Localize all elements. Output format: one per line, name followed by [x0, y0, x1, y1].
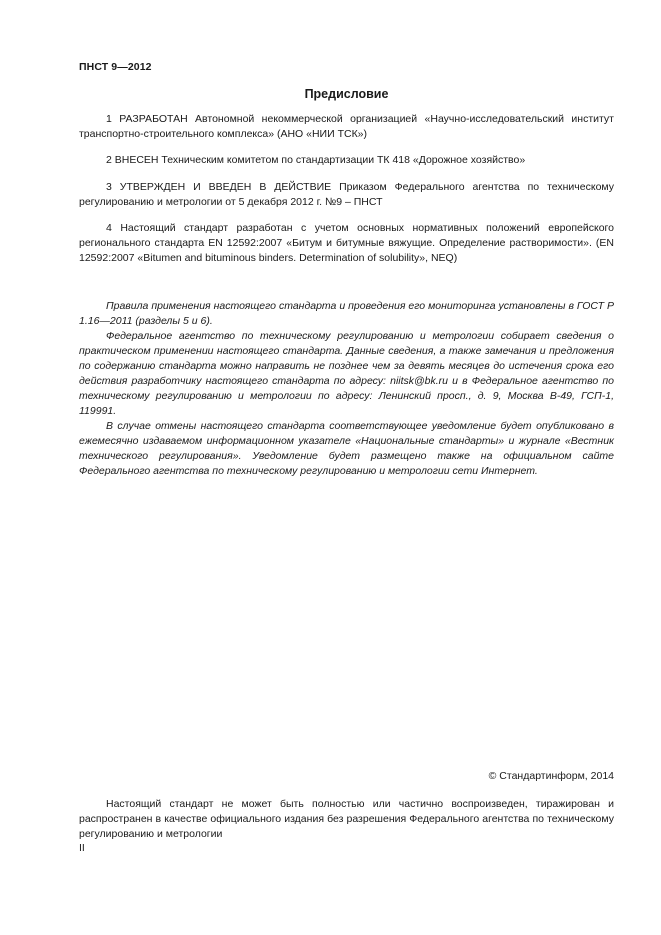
page-header-doc-code: ПНСТ 9—2012: [79, 61, 152, 73]
reproduction-notice: Настоящий стандарт не может быть полностью или частично воспроизведен, тиражирован и распространен в качестве официального издания без разрешения Федерального агентства по техническому регулированию и метрологии: [79, 798, 614, 840]
preface-item-4: 4 Настоящий стандарт разработан с учетом основных нормативных положений европейского регионального стандарта EN 12592:2007 «Битум и битумные вяжущие. Определение растворимости». (EN 12592:2007 «Bitumen and bituminous binders. Determination of solubility», NEQ): [79, 222, 614, 264]
copyright-line: © Стандартинформ, 2014: [488, 770, 614, 782]
page-number: II: [79, 842, 85, 854]
rules-paragraph-3: В случае отмены настоящего стандарта соответствующее уведомление будет опубликовано в ежемесячно издаваемом информационном указателе «Национальные стандарты» и журнале «Вестник технического регулирования». Уведомление будет размещено также на официальном сайте Федерального агентства по техническому регулированию и метрологии сети Интернет.: [79, 420, 614, 477]
standard-application-rules: [79, 299, 614, 479]
preface-item-1: 1 РАЗРАБОТАН Автономной некоммерческой организацией «Научно-исследовательский институт транспортно-строительного комплекса» (АНО «НИИ ТСК»): [79, 113, 614, 140]
preface-title: Предисловие: [304, 87, 389, 101]
preface-item-3: 3 УТВЕРЖДЕН И ВВЕДЕН В ДЕЙСТВИЕ Приказом Федерального агентства по техническому регулированию и метрологии от 5 декабря 2012 г. №9 – ПНСТ: [79, 181, 614, 208]
preface-item-2: 2 ВНЕСЕН Техническим комитетом по стандартизации ТК 418 «Дорожное хозяйство»: [106, 154, 526, 166]
rules-paragraph-2: Федеральное агентство по техническому регулированию и метрологии собирает сведения о практическом применении настоящего стандарта. Данные сведения, а также замечания и предложения по содержанию стандарта можно направить не позднее чем за девять месяцев до истечения срока его действия разработчику настоящего стандарта по адресу: niitsk@bk.ru и в Федеральное агентство по техническому регулированию и метрологии по адресу: Ленинский просп., д. 9, Москва В-49, ГСП-1, 119991.: [79, 330, 614, 417]
rules-paragraph-1: Правила применения настоящего стандарта и проведения его мониторинга установлены в ГОСТ Р 1.16—2011 (разделы 5 и 6).: [79, 300, 614, 327]
